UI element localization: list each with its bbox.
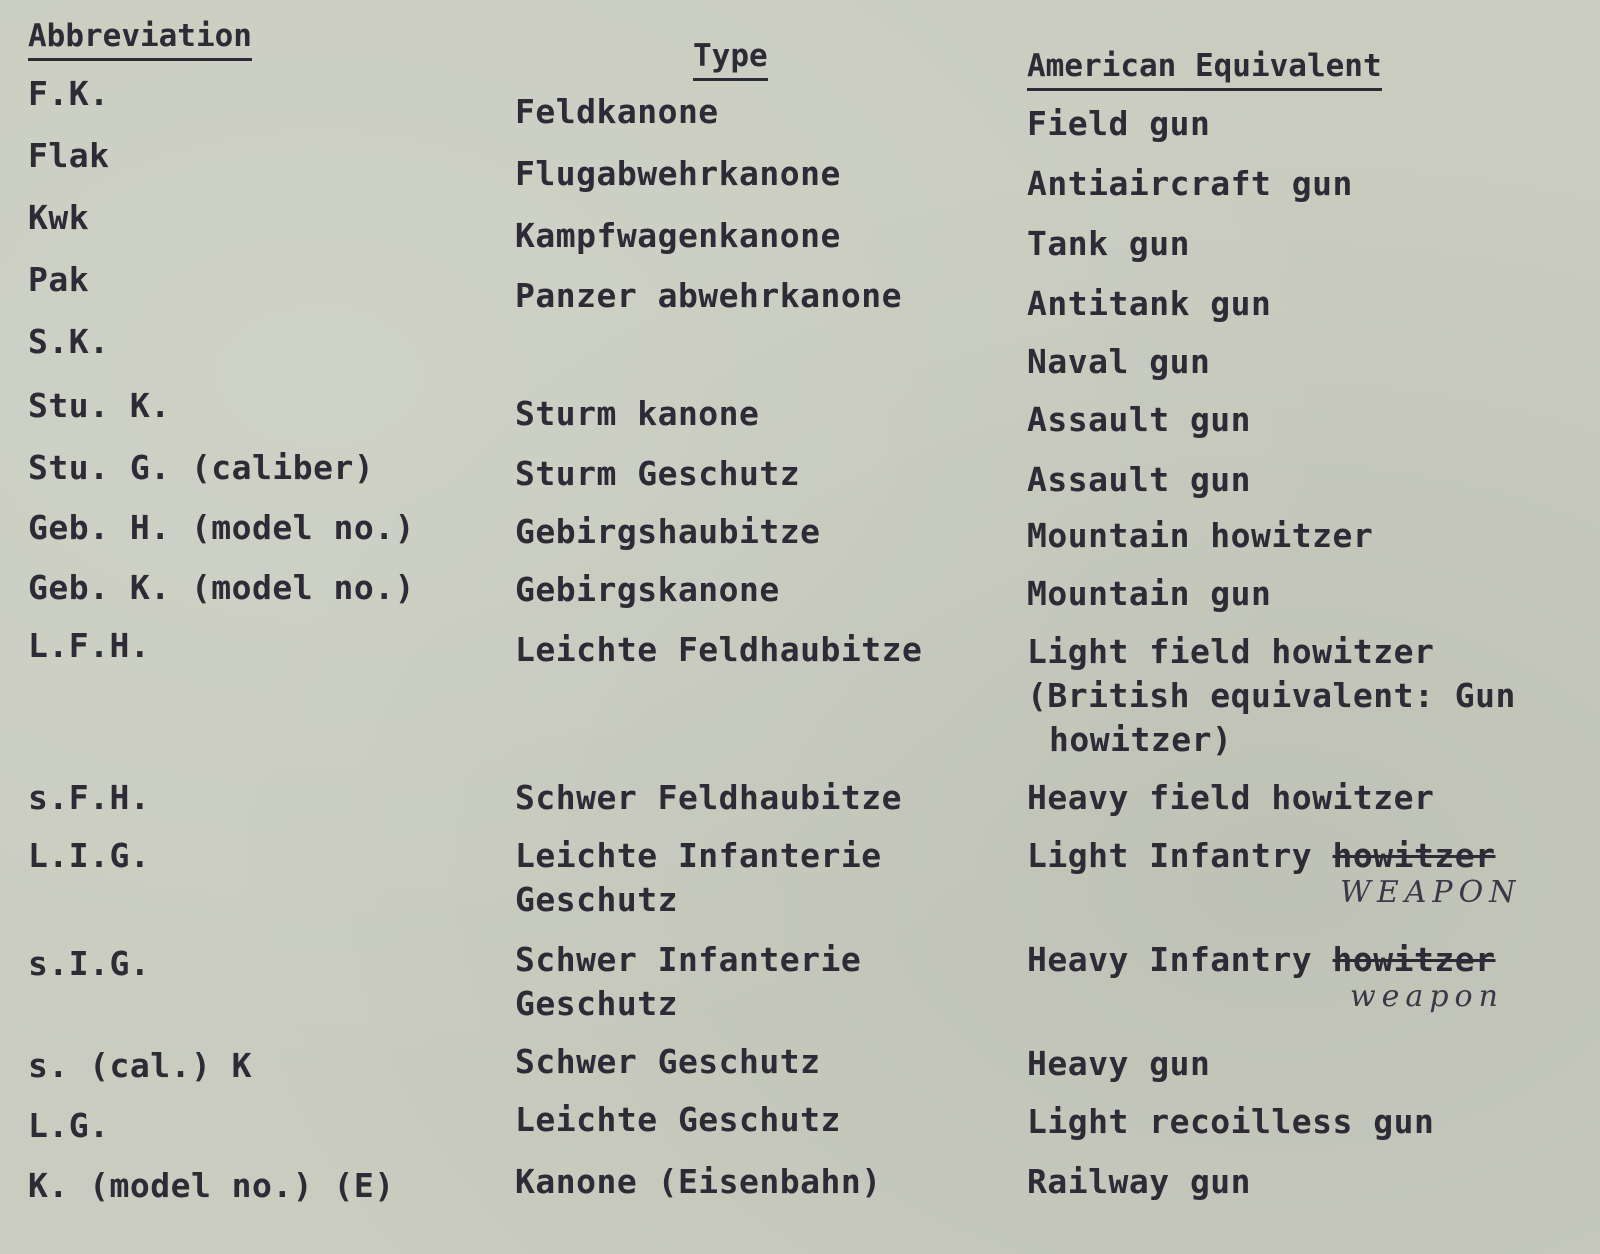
row-type: Sturm kanone bbox=[515, 394, 760, 433]
row-abbr: L.G. bbox=[28, 1106, 110, 1145]
row-type: Flugabwehrkanone bbox=[515, 154, 841, 193]
row-type: Schwer Infanterie bbox=[515, 940, 862, 979]
row-american-text: Heavy Infantry bbox=[1027, 940, 1313, 979]
row-american: Light recoilless gun bbox=[1027, 1102, 1435, 1141]
row-american: Assault gun bbox=[1027, 400, 1252, 439]
row-american: Heavy gun bbox=[1027, 1044, 1211, 1083]
row-type: Schwer Feldhaubitze bbox=[515, 778, 902, 817]
row-type: Sturm Geschutz bbox=[515, 454, 801, 493]
row-abbr: L.I.G. bbox=[28, 836, 151, 875]
row-american: Mountain gun bbox=[1027, 574, 1272, 613]
row-type: Gebirgskanone bbox=[515, 570, 780, 609]
row-american: Mountain howitzer bbox=[1027, 516, 1374, 555]
row-abbr: L.F.H. bbox=[28, 626, 151, 665]
row-abbr: K. (model no.) (E) bbox=[28, 1166, 395, 1205]
row-abbr: S.K. bbox=[28, 322, 110, 361]
handwritten-correction: weapon bbox=[1350, 979, 1504, 1014]
header-type: Type bbox=[693, 36, 768, 81]
row-american: Antiaircraft gun bbox=[1027, 164, 1353, 203]
row-abbr: s. (cal.) K bbox=[28, 1046, 253, 1085]
header-abbreviation: Abbreviation bbox=[28, 16, 252, 61]
row-abbr: F.K. bbox=[28, 74, 110, 113]
row-american: Antitank gun bbox=[1027, 284, 1272, 323]
row-american-line-2: (British equivalent: Gun bbox=[1027, 676, 1516, 715]
row-american bbox=[1027, 938, 1495, 982]
struck-word: howitzer bbox=[1332, 836, 1496, 875]
row-american bbox=[1027, 834, 1495, 878]
row-abbr: Pak bbox=[28, 260, 90, 299]
struck-word: howitzer bbox=[1332, 940, 1496, 979]
row-type: Kanone (Eisenbahn) bbox=[515, 1162, 882, 1201]
row-abbr: Geb. H. (model no.) bbox=[28, 508, 415, 547]
row-american: Field gun bbox=[1027, 104, 1211, 143]
row-american: Assault gun bbox=[1027, 460, 1252, 499]
row-american: Tank gun bbox=[1027, 224, 1190, 263]
row-type: Gebirgshaubitze bbox=[515, 512, 821, 551]
row-american-line-3: howitzer) bbox=[1049, 720, 1233, 759]
handwritten-correction: WEAPON bbox=[1340, 875, 1522, 910]
row-abbr: Stu. G. (caliber) bbox=[28, 448, 375, 487]
row-type: Leichte Feldhaubitze bbox=[515, 630, 923, 669]
row-type: Panzer abwehrkanone bbox=[515, 276, 902, 315]
row-american: Light field howitzer bbox=[1027, 632, 1435, 671]
row-type-line-2: Geschutz bbox=[515, 984, 678, 1023]
row-type: Leichte Infanterie bbox=[515, 836, 882, 875]
row-american: Heavy field howitzer bbox=[1027, 778, 1435, 817]
row-abbr: Geb. K. (model no.) bbox=[28, 568, 415, 607]
row-abbr: s.F.H. bbox=[28, 778, 151, 817]
row-type-line-2: Geschutz bbox=[515, 880, 678, 919]
row-type: Feldkanone bbox=[515, 92, 719, 131]
row-abbr: Flak bbox=[28, 136, 110, 175]
row-type: Kampfwagenkanone bbox=[515, 216, 841, 255]
row-abbr: s.I.G. bbox=[28, 944, 151, 983]
row-american: Railway gun bbox=[1027, 1162, 1252, 1201]
row-american: Naval gun bbox=[1027, 342, 1211, 381]
row-abbr: Stu. K. bbox=[28, 386, 171, 425]
row-type: Leichte Geschutz bbox=[515, 1100, 841, 1139]
header-american-equivalent: American Equivalent bbox=[1027, 46, 1382, 91]
row-abbr: Kwk bbox=[28, 198, 90, 237]
row-type: Schwer Geschutz bbox=[515, 1042, 821, 1081]
row-american-text: Light Infantry bbox=[1027, 836, 1313, 875]
